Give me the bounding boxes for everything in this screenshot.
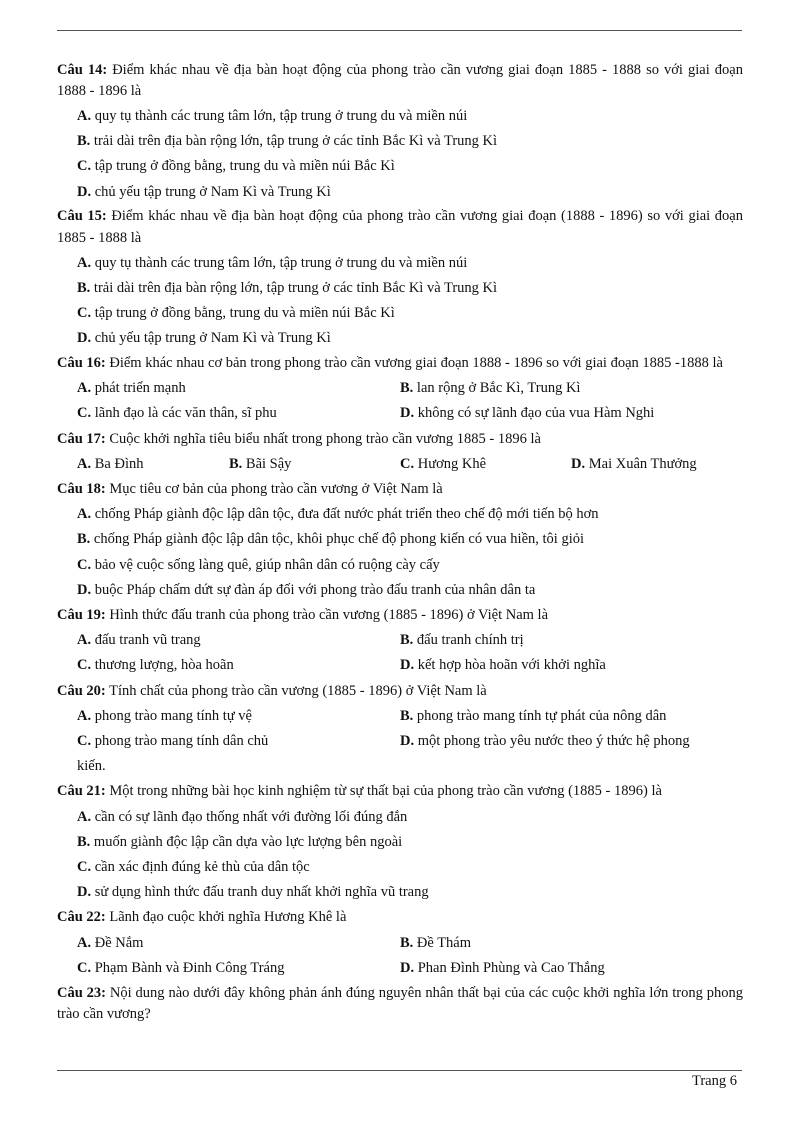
answer-options [57,452,743,477]
question-number: Câu 18: [57,480,106,497]
question-15 [57,205,743,352]
question-stem [57,905,743,930]
answer-options [57,628,743,678]
question-22 [57,905,743,981]
question-16 [57,352,743,427]
page-number: Trang 6 [692,1073,737,1089]
footer-divider [57,1070,742,1071]
option-d[interactable]: D. kết hợp hòa hoãn với khởi nghĩa [400,657,606,674]
option-b[interactable]: B. trải dài trên địa bàn rộng lớn, tập trung ở các tỉnh Bắc Kì và Trung Kì [77,280,498,297]
option-b[interactable]: B. lan rộng ở Bắc Kì, Trung Kì [400,380,581,397]
answer-options [57,704,743,780]
answer-options [57,251,743,352]
answer-options [57,931,743,981]
answer-options [57,805,743,906]
option-a[interactable]: A. phong trào mang tính tự vệ [77,707,252,724]
option-b[interactable]: B. đấu tranh chính trị [400,632,524,649]
question-text: Hình thức đấu tranh của phong trào cần vương (1885 - 1896) ở Việt Nam là [105,606,548,623]
option-d[interactable]: D. chủ yếu tập trung ở Nam Kì và Trung Kì [77,183,331,200]
question-text: Một trong những bài học kinh nghiệm từ sự thất bại của phong trào cần vương (1885 - 1896) là [105,783,662,800]
option-b[interactable]: B. Bãi Sậy [229,455,292,472]
question-23 [57,981,743,1027]
option-d-continuation: kiến. [77,758,106,775]
question-stem [57,981,743,1027]
question-stem [57,58,743,104]
question-number: Câu 15: [57,208,107,225]
header-divider [57,30,742,31]
option-c[interactable]: C. cần xác định đúng kẻ thù của dân tộc [77,858,310,875]
option-b[interactable]: B. chống Pháp giành độc lập dân tộc, khôi phục chế độ phong kiến có vua hiền, tôi giỏi [77,531,584,548]
question-text: Lãnh đạo cuộc khởi nghĩa Hương Khê là [105,909,347,926]
option-d[interactable]: D. Mai Xuân Thưởng [571,455,697,472]
question-text: Cuộc khởi nghĩa tiêu biểu nhất trong phong trào cần vương 1885 - 1896 là [105,430,541,447]
question-text: Điểm khác nhau về địa bàn hoạt động của phong trào cần vương giai đoạn (1888 - 1896) so với giai đoạn 1885 - 1888 là [57,208,743,246]
question-text: Nội dung nào dưới đây không phản ánh đúng nguyên nhân thất bại của các cuộc khởi nghĩa lớn trong phong trào cần vương? [57,984,743,1022]
question-number: Câu 19: [57,606,106,623]
question-stem [57,205,743,251]
option-d[interactable]: D. Phan Đình Phùng và Cao Thắng [400,959,605,976]
question-stem [57,679,743,704]
question-19 [57,603,743,679]
option-c[interactable]: C. Hương Khê [400,455,487,472]
option-a[interactable]: A. quy tụ thành các trung tâm lớn, tập trung ở trung du và miền núi [77,108,468,124]
option-a[interactable]: A. quy tụ thành các trung tâm lớn, tập trung ở trung du và miền núi [77,254,468,271]
option-c[interactable]: C. bảo vệ cuộc sống làng quê, giúp nhân dân có ruộng cày cấy [77,556,440,573]
question-stem [57,352,743,377]
question-text: Tính chất của phong trào cần vương (1885 - 1896) ở Việt Nam là [105,682,487,699]
option-b[interactable]: B. muốn giành độc lập cần dựa vào lực lượng bên ngoài [77,833,403,850]
option-d[interactable]: D. sử dụng hình thức đấu tranh duy nhất khởi nghĩa vũ trang [77,884,429,901]
question-stem [57,603,743,628]
option-a[interactable]: A. phát triển mạnh [77,380,186,397]
question-number: Câu 21: [57,783,106,800]
question-list [57,58,743,1027]
answer-options [57,376,743,426]
question-21 [57,779,743,905]
question-number: Câu 20: [57,682,106,699]
option-b[interactable]: B. phong trào mang tính tự phát của nông dân [400,707,667,724]
question-number: Câu 16: [57,355,106,372]
option-a[interactable]: A. cần có sự lãnh đạo thống nhất với đường lối đúng đắn [77,808,408,825]
question-number: Câu 14: [57,61,108,78]
question-17 [57,427,743,477]
question-number: Câu 23: [57,984,107,1001]
question-20 [57,679,743,780]
question-number: Câu 22: [57,909,106,926]
option-b[interactable]: B. trải dài trên địa bàn rộng lớn, tập trung ở các tỉnh Bắc Kì và Trung Kì [77,133,498,150]
question-number: Câu 17: [57,430,106,447]
option-c[interactable]: C. lãnh đạo là các văn thân, sĩ phu [77,405,277,422]
question-text: Mục tiêu cơ bản của phong trào cần vương ở Việt Nam là [105,480,443,497]
option-b[interactable]: B. Đề Thám [400,934,472,951]
option-d[interactable]: D. buộc Pháp chấm dứt sự đàn áp đối với phong trào đấu tranh của nhân dân ta [77,581,536,598]
question-text: Điểm khác nhau cơ bản trong phong trào cần vương giai đoạn 1888 - 1896 so với giai đoạn 1885 -1888 là [105,355,723,372]
question-14 [57,58,743,205]
question-text: Điểm khác nhau về địa bàn hoạt động của phong trào cần vương giai đoạn 1885 - 1888 so với giai đoạn 1888 - 1896 là [57,61,743,99]
option-c[interactable]: C. Phạm Bành và Đinh Công Tráng [77,959,285,976]
answer-options [57,502,743,603]
answer-options [57,104,743,205]
option-c[interactable]: C. tập trung ở đồng bằng, trung du và miền núi Bắc Kì [77,305,395,322]
option-d[interactable]: D. chủ yếu tập trung ở Nam Kì và Trung Kì [77,330,331,347]
question-stem [57,427,743,452]
option-a[interactable]: A. đấu tranh vũ trang [77,632,201,649]
question-stem [57,779,743,804]
option-c[interactable]: C. tập trung ở đồng bằng, trung du và miền núi Bắc Kì [77,158,395,175]
option-d[interactable]: D. một phong trào yêu nước theo ý thức hệ phong [400,732,690,749]
option-a[interactable]: A. Ba Đình [77,455,144,472]
option-d[interactable]: D. không có sự lãnh đạo của vua Hàm Nghi [400,405,655,422]
question-stem [57,477,743,502]
option-c[interactable]: C. phong trào mang tính dân chủ [77,732,269,749]
option-c[interactable]: C. thương lượng, hòa hoãn [77,657,234,674]
question-18 [57,477,743,603]
option-a[interactable]: A. chống Pháp giành độc lập dân tộc, đưa đất nước phát triển theo chế độ mới tiến bộ hơn [77,506,599,523]
option-a[interactable]: A. Đề Nắm [77,934,144,951]
